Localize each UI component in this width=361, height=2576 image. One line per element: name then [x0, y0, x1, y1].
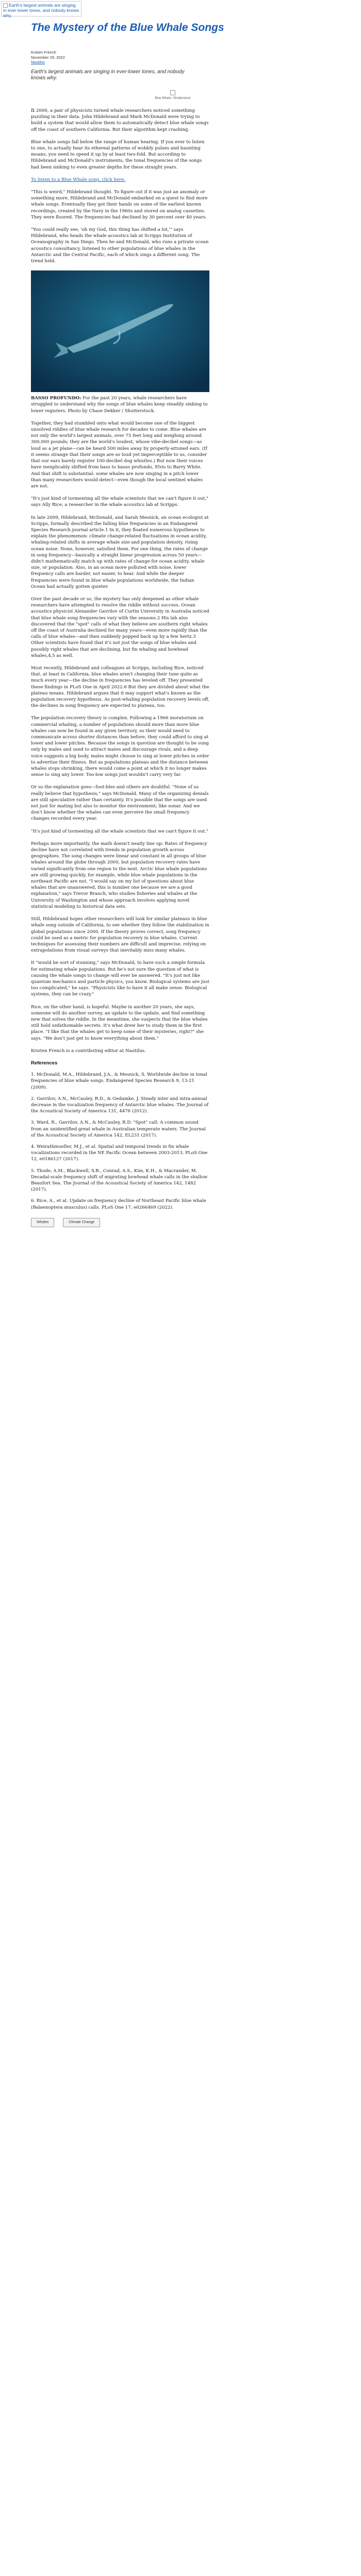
- hero-image: [139, 90, 206, 104]
- whale-illustration: [31, 270, 209, 392]
- article-title: The Mystery of the Blue Whale Songs: [31, 22, 224, 33]
- references-heading: References: [31, 1060, 58, 1066]
- paragraph: Most recently, Hildebrand and colleagues at Scripps, including Rice, noticed that, at least in California, blue whales aren't changing their tune quite as much every year—the decline in frequencies has leveled off. They presented these findings in PLoS One in April 2022.6 But they are divided about what the plateau means. Hildebrand argues that it may support what's known as the population recovery hypothesis. As post-whaling population recovery levels off, the declines in song frequency are expected to plateau, too.: [31, 665, 209, 709]
- byline: [31, 50, 65, 65]
- tag-list: [31, 1218, 209, 1227]
- paragraph: In late 2009, Hildebrand, McDonald, and Sarah Mesnick, an ocean ecologist at Scripps, formally described the falling blue frequencies in an Endangered Species Research journal article.1 In it, they floated numerous hypotheses to explain the phenomenon: climate change-related fluctuations in ocean acidity, whaling-related shifts in average whale size and population density, rising ocean noise. None, however, satisfied them. For one thing, the rates of change in song frequency—basically a straight linear progression across 50 years—didn't mathematically match up with rates of change for ocean acidity, whale size, or population. Also, in an ocean more polluted with noise, lower frequency calls are harder, not easier, to hear. And while the deeper frequencies were found in blue whale populations worldwide, the Indian Ocean had actually gotten quieter.: [31, 515, 209, 589]
- hero-caption: Blue Whale / Shutterstock: [155, 97, 191, 100]
- pull-quote: "It's just kind of tormenting all the whale scientists that we can't figure it out.": [31, 828, 208, 834]
- paragraph: Over the past decade or so, the mystery has only deepened as other whale researchers have attempted to resolve the riddle without success. Ocean acoustics physicist Alexander Gavrilov of Curtin University in Australia noticed that blue whale song frequencies vary with the seasons.2 His lab also discovered that the "spot" calls of what they believe are southern right whales off the coast of Australia declined for many years—even more rapidly than the calls of blue whales—and then suddenly popped back up by a few hertz.3 Other scientists have found that it's not just the songs of blue whales and possibly right whales that are declining, but fin whaling and bowhead whales,4,5 as well.: [31, 596, 209, 658]
- paragraph: "You could really see, 'oh my God, this thing has shifted a lot,'" says Hildebrand, who heads the whale acoustics lab at Scripps Institution of Oceanography in San Diego. Then he and McDonald, who runs a private ocean acoustics consultancy, listened to other populations of blue whales in the Antarctic and the Central Pacific, each of which sings a different song. The trend held.: [31, 227, 209, 264]
- paragraph: Rice, on the other hand, is hopeful. Maybe in another 20 years, she says, someone will do another survey, an update to the update, and find something new that solves the riddle. In the meantime, she suspects that the blue whales still hold unfathomable secrets. It's what drew her to study them in the first place. "I like that the whales get to keep some of their mysteries, right?" she says. "We don't just get to know everything about them.": [31, 1004, 208, 1041]
- banner-text[interactable]: Earth's largest animals are singing in ever-lower tones, and nobody knows why.: [3, 3, 79, 19]
- tag-climate-change[interactable]: Climate Change: [63, 1218, 100, 1227]
- paragraph: It "would be sort of stunning," says McDonald, to have such a simple formula for estimating whale populations. But he's not sure the question of what is causing the whale songs to change will ever be answered. "It's just not like quantum mechanics and particle physics, you know. Biological systems are just too complicated," he says. "Physicists like to have it all make sense. Biological systems, they can be crazy.": [31, 960, 209, 997]
- paragraph: n 2000, a pair of physicists turned whale researchers noticed something puzzling in their data. John Hildebrand and Mark McDonald were trying to build a system that would allow them to automatically detect blue whale songs off the coast of southern California. But their algorithm kept crashing.: [31, 107, 209, 132]
- paragraph: Blue whale songs fall below the range of human hearing. If you ever to listen to one, to actually hear its ethereal patterns of wobbly pulses and haunting moans, you need to speed it up by at least two-fold. But according to Hildebrand and McDonald's instruments, the tonal frequencies of the songs had been sinking to even greater depths for these straight years.: [31, 139, 205, 170]
- paragraph: Perhaps more importantly, the math doesn't neatly line up: Rates of frequency decline have not correlated with trends in population growth across geographies. The song changes were linear and constant in all groups of blue whales around the globe through 2000, but population recovery rates have varied significantly from one region to the next. Arctic blue whale populations are still growing quickly, for example, while blue whale populations in the northeast Pacific are not. "I would say on my list of questions about blue whales that are unanswered, this is number one because we are a good explanation," says Trevor Branch, who studies fisheries and whales at the University of Washington and whose approach involves applying novel statistical modeling to historical data sets.: [31, 841, 207, 909]
- subtitle: Earth's largest animals are singing in ever-lower tones, and nobody knows why.: [31, 69, 185, 81]
- paragraph: Still, Hildebrand hopes other researchers will look for similar plateaus in blue whale song outside of California, to see whether they follow the stabilization in global populations since 2000. If the theory proves correct, song frequency could be used as a metric for population recovery in blue whales. Current techniques for assessing their numbers are difficult and imprecise, relying on extrapolations from visual surveys that inevitably miss many whales.: [31, 917, 209, 954]
- whale-photo: [31, 270, 209, 392]
- reference-item: 6. Rice, A., et al. Update on frequency decline of Northeast Pacific blue whale (Balaenoptera musculus) calls. PLoS One 17, e0266469 (2022).: [31, 1198, 206, 1210]
- section-link[interactable]: Nautilus: [31, 60, 45, 64]
- reference-item: 2. Gavrilov, A.N., McCauley, R.D., & Gedamke, J. Steady inter and intra-annual decrease in the vocalization frequency of Antarctic blue whales. The Journal of the Acoustical Society of America 131, 4476 (2012).: [31, 1096, 209, 1114]
- reference-item: 3. Ward, R., Gavrilov, A.N., & McCauley, R.D. "Spot" call: A common sound from an unidentified great whale in Australian temperate waters. The Journal of the Acoustical Society of America 142, EL231 (2017).: [31, 1120, 206, 1138]
- paragraph: "This is weird," Hildebrand thought. To figure out if it was just an anomaly or something more, Hildebrand and McDonald embarked on a quest to find more whale songs. Eventually they got their hands on some of the earliest known recordings, created by the Navy in the 1960s and stored on analog cassettes. They were floored. The frequencies had declined by 30 percent over 40 years.: [31, 190, 208, 220]
- author: Kristen French: [31, 50, 56, 55]
- caption-text: For the past 20 years, whale researchers have struggled to understand why the songs of blue whales keep steadily sinking to lower registers. Photo by Chase Dekker / Shutterstock.: [31, 396, 208, 414]
- references-list: [31, 1072, 209, 1211]
- paragraph: Or so the explanation goes—foot-bles and others are doubtful. "None of us really believe that hypothesis," says McDonald. Many of the organizing denials are still speculative rather than certainty. It's possible that the songs are used not just for mating but also to monitor the environment, like sonar. And we don't know whether the whales can even perceive the small frequency changes recorded every year.: [31, 785, 209, 822]
- paragraph: The population recovery theory is complex. Following a 1966 moratorium on commercial whaling, a number of populations should more than more blue whales can now be found in any given territory, so their would need to communicate across shorter distances than before, they could afford to sing at lower and lower pitches. Because the songs in question are thought to be sung only by males and used to attract mates and discourage rivals, and a deep voice suggests a big body, males might choose to sing at lower pitches in order to advertise their fitness. But as populations plateau and the distance between whales stops shrinking, there would come a point at which it no longer makes sense to sing any lower. Too-low songs just wouldn't carry very far.: [31, 716, 209, 778]
- listen-link[interactable]: To listen to a Blue Whale song, click here.: [31, 177, 126, 182]
- author-bio: Kristen French is a contributing editor at Nautilus.: [31, 1048, 146, 1054]
- broken-image-icon: [170, 90, 175, 95]
- reference-item: 1. McDonald, M.A., Hildebrand, J.A., & Mesnick, S. Worldwide decline in tonal frequencies of blue whale songs. Endangered Species Research 9, 13-21 (2009).: [31, 1072, 207, 1090]
- caption-label: BASSO PROFUNDO:: [31, 396, 81, 401]
- date: November 29, 2022: [31, 55, 65, 60]
- reference-item: 4. Weirathmueller, M.J., et al. Spatial and temporal trends in fin whale vocalizations recorded in the NE Pacific Ocean between 2003-2013. PLoS One 12, e0186127 (2017).: [31, 1144, 208, 1162]
- broken-image-icon: [3, 3, 8, 8]
- reference-item: 5. Thode, A.M., Blackwell, S.B., Conrad, A.S., Kim, K.H., & Macrander, M. Decadal-scale frequency shift of migrating bowhead whale calls in the shallow Beaufort Sea. The Journal of the Acoustical Society of America 142, 1482 (2017).: [31, 1168, 208, 1193]
- paragraph: "It's just kind of tormenting all the whale scientists that we can't figure it out," says Ally Rice, a researcher in the whale acoustics lab at Scripps.: [31, 496, 208, 508]
- top-banner[interactable]: [1, 1, 81, 19]
- article-body: [31, 107, 209, 1227]
- tag-whales[interactable]: Whales: [31, 1218, 54, 1227]
- paragraph: Together, they had stumbled onto what would become one of the biggest unsolved riddles of blue whale research for decades to come. Blue whales are not only the world's largest animals, over 75 feet long and weighing around 300,000 pounds; they are the world's loudest, whose vibe-decibel songs—as loud as a jet plane—can be heard 500 miles away by properly-attuned ears. (If it seems strange that their songs are so loud yet imperceptible to us, consider that our ears barely register 100-decibel dog whistles.) But now their voices have inexplicably shifted from bass to basso profundo, Elvis to Barry White. And that shift is substantial: some whales are now singing in a pitch lower than many researchers would detect—even though the local sentinel whales are not.: [31, 420, 207, 489]
- photo-caption: [31, 395, 209, 414]
